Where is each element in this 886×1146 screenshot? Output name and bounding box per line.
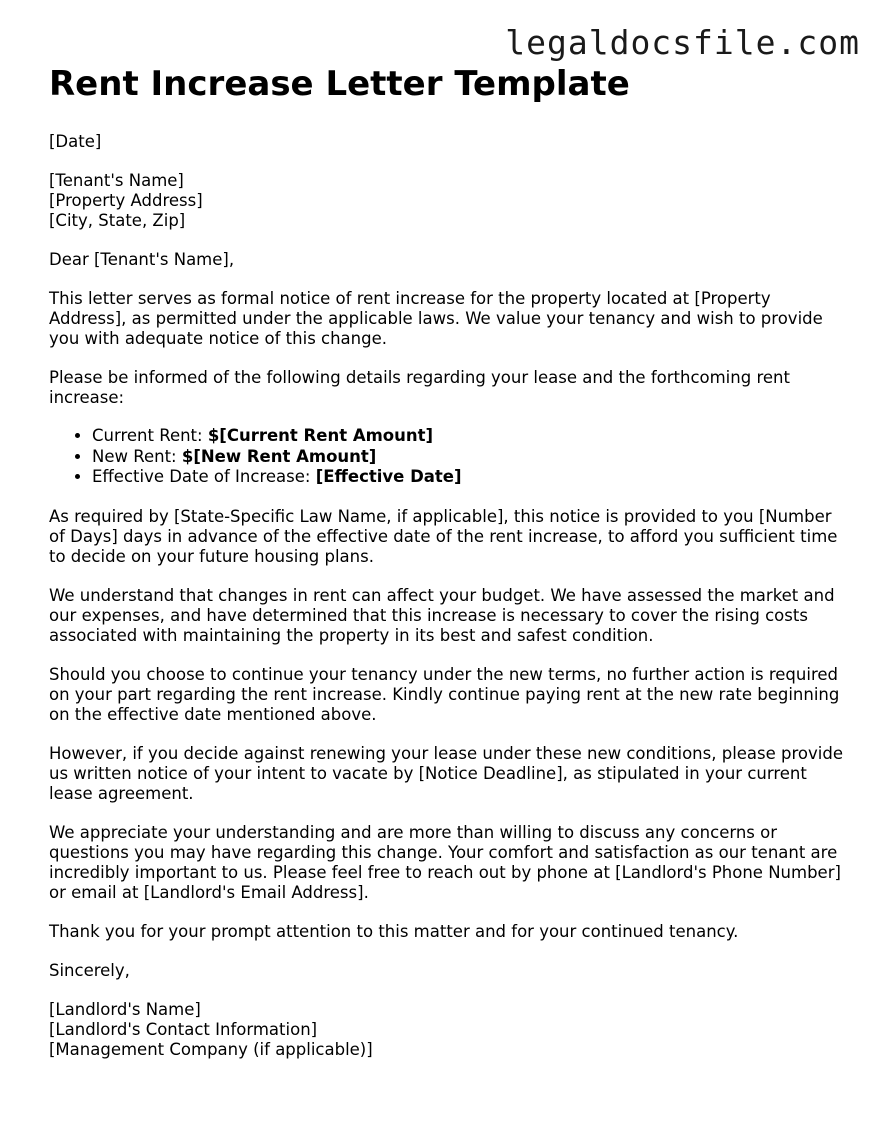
vacate-paragraph: However, if you decide against renewing your lease under these new conditions, please provide us written notice of your intent to vacate by [Notice Deadline], as stipulated in your current lease agreement. — [49, 743, 843, 803]
budget-paragraph: We understand that changes in rent can affect your budget. We have assessed the market and our expenses, and have determined that this increase is necessary to cover the rising costs associated with maintaining the property in its best and safest condition. — [49, 585, 835, 645]
recipient-block — [49, 171, 849, 231]
detail-value: [Effective Date] — [315, 467, 462, 486]
intro-paragraph: This letter serves as formal notice of rent increase for the property located at [Property Address], as permitted under the applicable laws. We value your tenancy and wish to provide you with adequate notice of this change. — [49, 289, 823, 348]
management-company: [Management Company (if applicable)] — [49, 1039, 373, 1059]
letter-document — [49, 62, 849, 1079]
list-item — [92, 426, 849, 447]
page-title: Rent Increase Letter Template — [49, 64, 630, 104]
notice-paragraph: As required by [State-Specific Law Name, if applicable], this notice is provided to you [Number of Days] days in advance of the effective date of the rent increase, to afford you sufficient time to decide on your future housing plans. — [49, 506, 838, 566]
detail-value: $[Current Rent Amount] — [207, 426, 434, 445]
property-address: [Property Address] — [49, 191, 203, 210]
detail-value: $[New Rent Amount] — [181, 446, 377, 466]
detail-label: Current Rent: — [92, 426, 208, 445]
thank-you-paragraph: Thank you for your prompt attention to this matter and for your continued tenancy. — [49, 921, 739, 941]
salutation: Dear [Tenant's Name], — [49, 250, 235, 269]
detail-label: Effective Date of Increase: — [92, 467, 316, 486]
continue-tenancy-paragraph: Should you choose to continue your tenancy under the new terms, no further action is required on your part regarding the rent increase. Kindly continue paying rent at the new rate beginning on the effective date mentioned above. — [49, 664, 840, 724]
tenant-name: [Tenant's Name] — [49, 171, 184, 190]
list-item — [92, 467, 849, 488]
details-intro: Please be informed of the following details regarding your lease and the forthcoming rent increase: — [49, 368, 790, 407]
rent-details-list — [49, 426, 849, 488]
list-item — [92, 447, 849, 468]
landlord-contact: [Landlord's Contact Information] — [49, 1019, 318, 1039]
landlord-name: [Landlord's Name] — [49, 999, 201, 1019]
closing: Sincerely, — [49, 960, 130, 980]
site-watermark: legaldocsfile.com — [505, 23, 860, 62]
detail-label: New Rent: — [92, 446, 182, 466]
contact-paragraph: We appreciate your understanding and are more than willing to discuss any concerns or questions you may have regarding this change. Your comfort and satisfaction as our tenant are incredibly important to us. Please feel free to reach out by phone at [Landlord's Phone Number] or email at [Landlord's Email Address]. — [49, 822, 841, 902]
city-state-zip: [City, State, Zip] — [49, 211, 186, 230]
date-line: [Date] — [49, 132, 102, 151]
signature-block — [49, 1000, 849, 1060]
